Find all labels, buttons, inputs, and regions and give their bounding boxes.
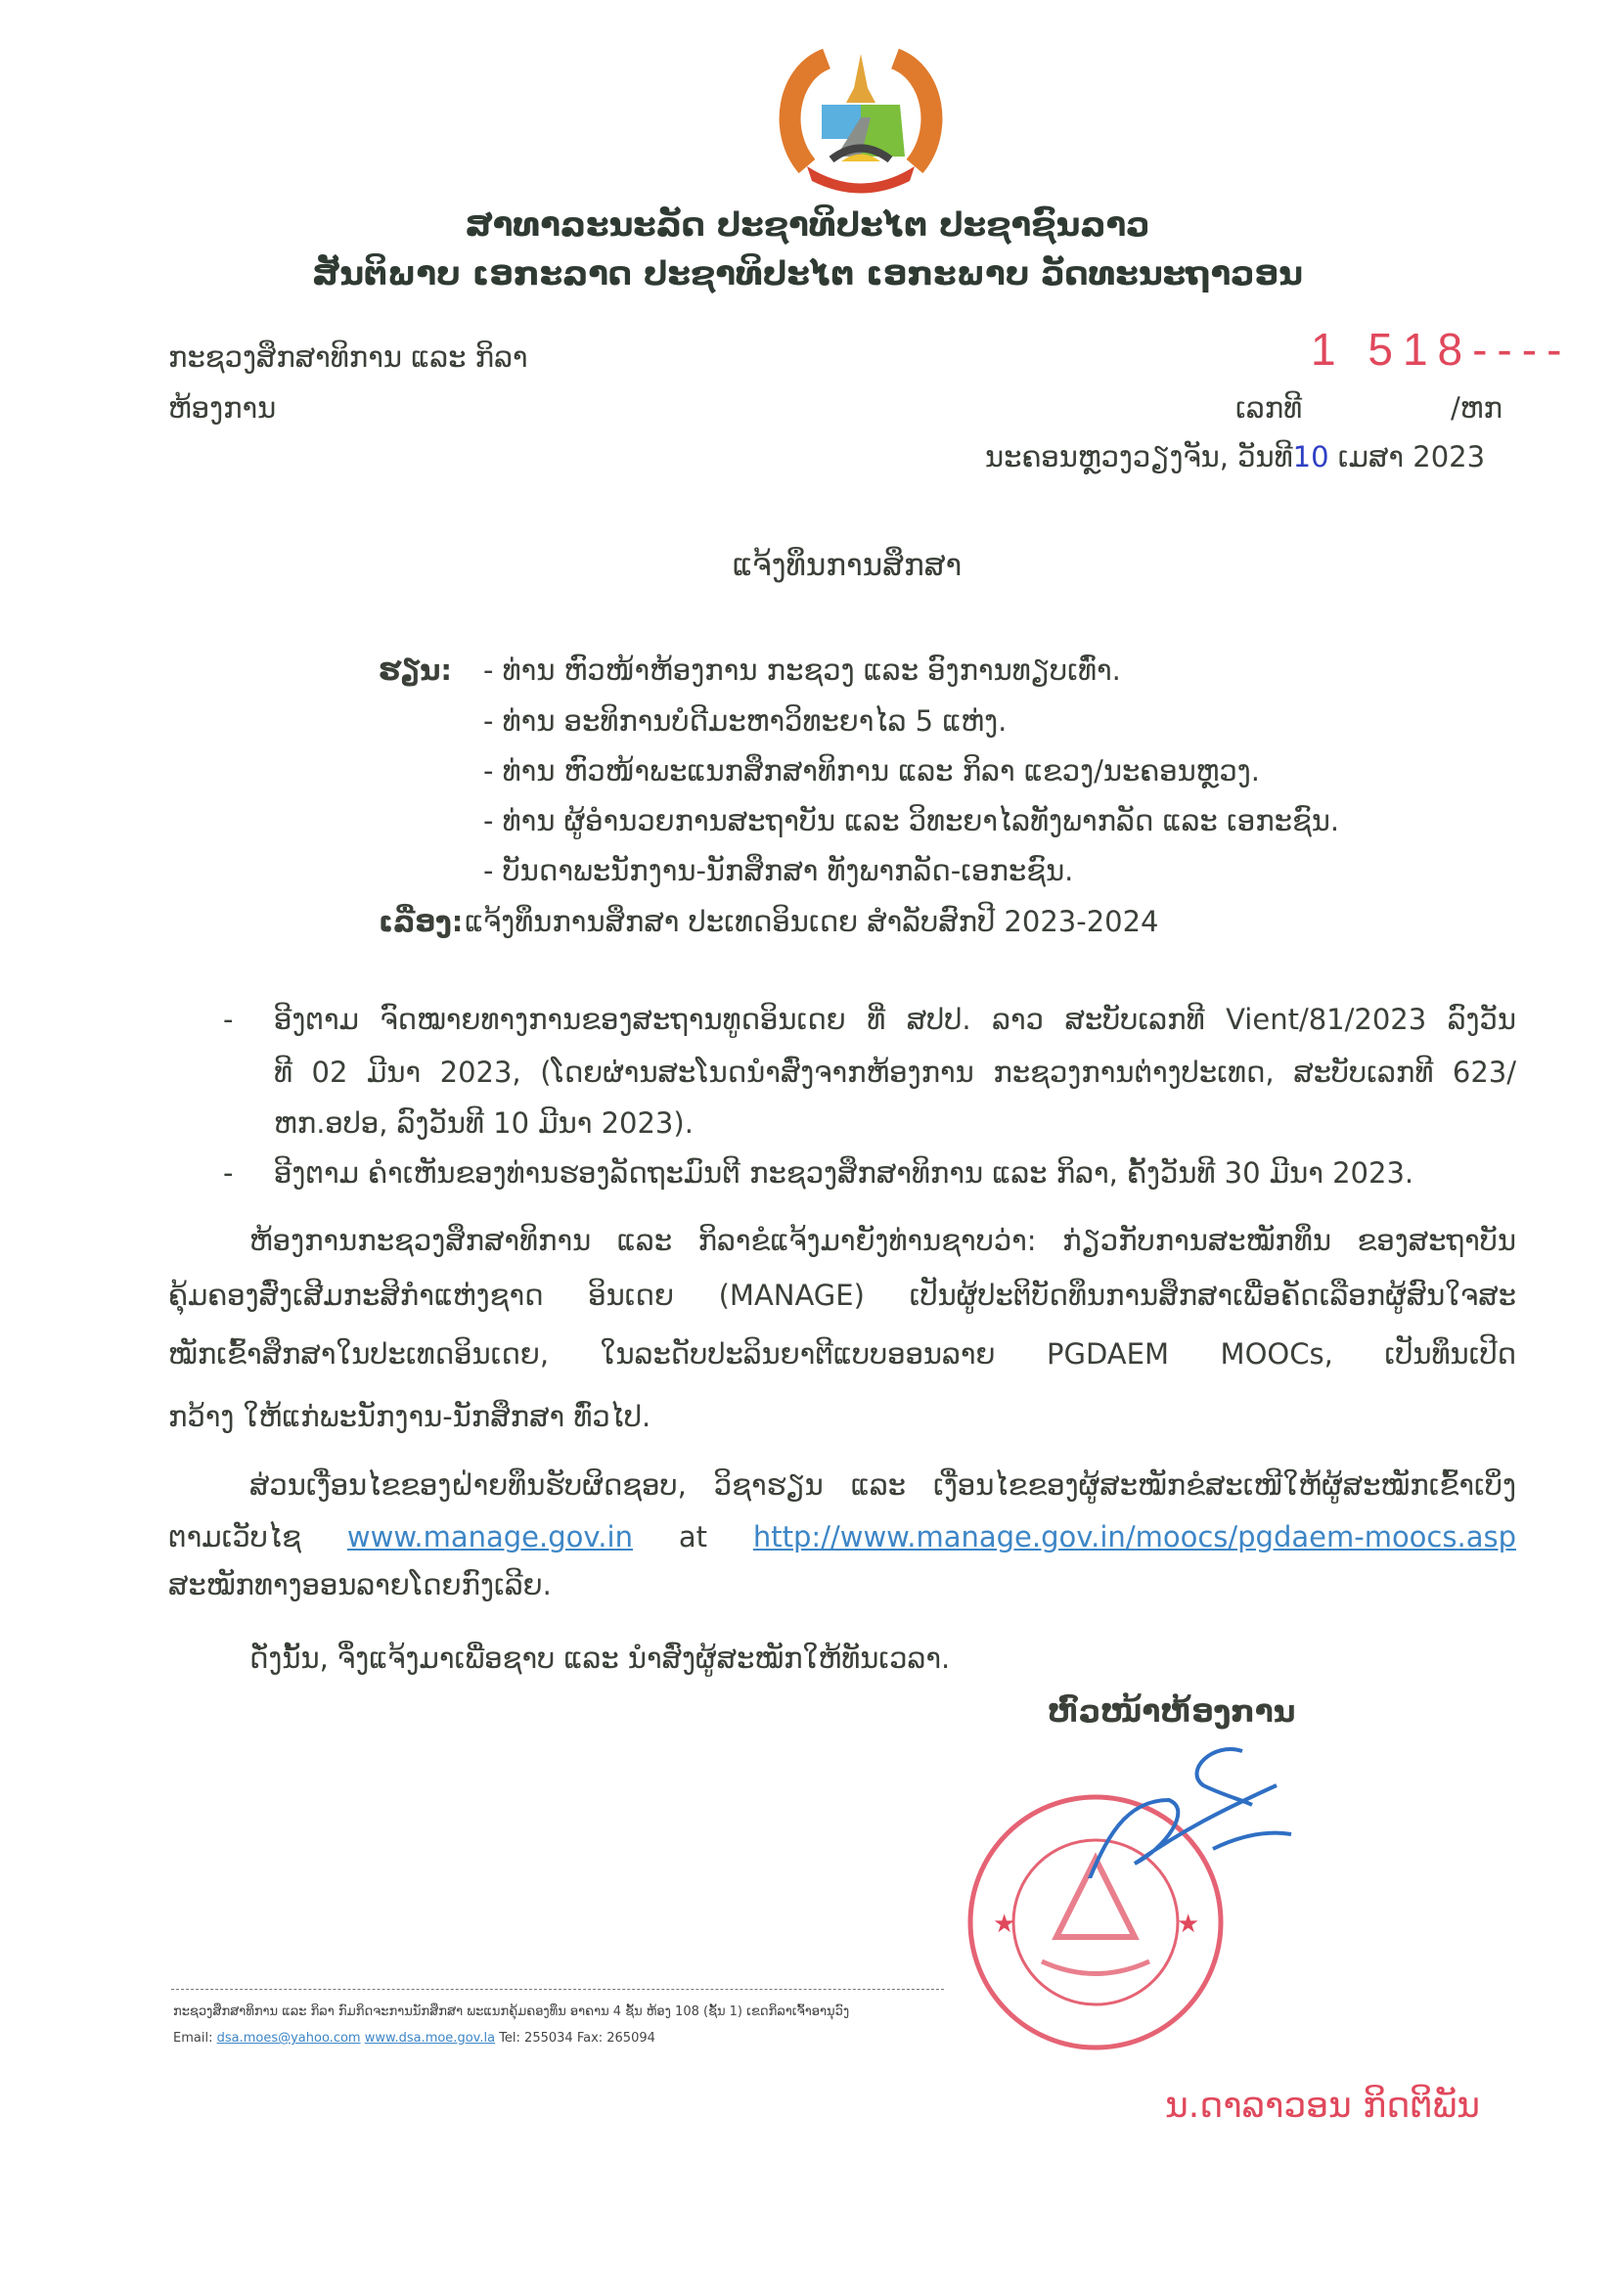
website-prefix: ຕາມເວັບໄຊ: [168, 1520, 301, 1553]
body-paragraph-line: ຫ້ອງການກະຊວງສຶກສາທິການ ແລະ ກິລາຂໍແຈ້ງມາຍັງທ່ານຊາບວ່າ: ກ່ຽວກັບການສະໝັກທຶນ ຂອງສະຖາບັນ: [249, 1224, 1516, 1257]
stamped-number: 1 518----: [1311, 324, 1572, 375]
handwritten-signature: [1066, 1741, 1301, 1878]
footer-email-link[interactable]: dsa.moes@yahoo.com: [216, 2031, 361, 2046]
ministry-name: ກະຊວງສຶກສາທິການ ແລະ ກິລາ: [168, 340, 528, 374]
svg-text:★: ★: [1177, 1910, 1200, 1939]
national-motto: ສັນຕິພາບ ເອກະລາດ ປະຊາທິປະໄຕ ເອກະພາບ ວັດທະນະຖາວອນ: [312, 254, 1303, 293]
subject-label: ເລື່ອງ:: [379, 905, 464, 938]
footer-address: ກະຊວງສຶກສາທິການ ແລະ ກິລາ ກົມກິດຈະການນັກສຶກສາ ພະແນກຄຸ້ມຄອງທຶນ ອາຄານ 4 ຊັ້ນ ຫ້ອງ 108 (ຊັ້ນ 1) ເຂດກິລາເຈົ້າອານຸວົງ: [173, 2004, 850, 2019]
subject-text: ແຈ້ງທຶນການສຶກສາ ປະເທດອິນເດຍ ສຳລັບສົກປີ 2023-2024: [465, 905, 1159, 938]
footer-contacts: [173, 2031, 655, 2046]
footer-fax: Fax: 265094: [576, 2031, 655, 2046]
footer-website-link[interactable]: www.dsa.moe.gov.la: [364, 2031, 496, 2046]
reference-line: ອີງຕາມ ຄຳເຫັນຂອງທ່ານຮອງລັດຖະມົນຕີ ກະຊວງສຶກສາທິການ ແລະ ກິລາ, ຄັ້ງວັນທີ 30 ມີນາ 2023.: [274, 1156, 1414, 1190]
number-suffix: /ຫກ: [1451, 391, 1503, 425]
recipient-item: - ທ່ານ ຜູ້ອຳນວຍການສະຖາບັນ ແລະ ວິທະຍາໄລທັງພາກລັດ ແລະ ເອກະຊົນ.: [483, 804, 1340, 837]
svg-text:★: ★: [993, 1910, 1016, 1939]
number-label: ເລກທີ: [1235, 391, 1303, 425]
signatory-role: ຫົວໜ້າຫ້ອງການ: [1048, 1694, 1296, 1730]
reference-dash: -: [223, 1003, 234, 1036]
date-suffix: ເມສາ 2023: [1337, 440, 1486, 473]
footer-divider: [171, 1989, 944, 1990]
recipient-item: - ທ່ານ ຫົວໜ້າຫ້ອງການ ກະຊວງ ແລະ ອົງການທຽບເທົ່າ.: [483, 653, 1121, 687]
body-paragraph-line: ໝັກເຂົ້າສຶກສາໃນປະເທດອິນເດຍ, ໃນລະດັບປະລິນຍາຕີແບບອອນລາຍ PGDAEM MOOCs, ເປັນທຶນເປີດ: [168, 1337, 1516, 1371]
footer-tel: Tel: 255034: [499, 2031, 573, 2046]
reference-line: ທີ 02 ມີນາ 2023, (ໂດຍຜ່ານສະໂນດນຳສົ່ງຈາກຫ້ອງການ ກະຊວງການຕ່າງປະເທດ, ສະບັບເລກທີ 623/: [274, 1056, 1516, 1089]
pgdaem-moocs-link[interactable]: http://www.manage.gov.in/moocs/pgdaem-moocs.asp: [752, 1520, 1516, 1553]
body-paragraph-line: ສ່ວນເງື່ອນໄຂຂອງຝ່າຍທຶນຮັບຜິດຊອບ, ວິຊາຮຽນ ແລະ ເງື່ອນໄຂຂອງຜູ້ສະໝັກຂໍສະເໜີໃຫ້ຜູ້ສະໝັກເຂົ້າເບິ່ງ: [249, 1468, 1516, 1502]
link-joiner: at: [678, 1520, 708, 1553]
reference-line: ຫກ.ອປອ, ລົງວັນທີ 10 ມີນາ 2023).: [274, 1106, 694, 1140]
date-day: 10: [1292, 440, 1329, 473]
recipient-item: - ທ່ານ ຫົວໜ້າພະແນກສຶກສາທິການ ແລະ ກິລາ ແຂວງ/ນະຄອນຫຼວງ.: [483, 754, 1260, 788]
date-prefix: ນະຄອນຫຼວງວຽງຈັນ, ວັນທີ: [985, 440, 1293, 473]
body-paragraph-line: ຄຸ້ມຄອງສົ່ງເສີມກະສິກຳແຫ່ງຊາດ ອິນເດຍ (MANAGE) ເປັນຜູ້ປະຕິບັດທຶນການສຶກສາເພື່ອຄັດເລືອກຜູ້ສົນໃຈສະ: [168, 1279, 1516, 1312]
document-title: ແຈ້ງທຶນການສຶກສາ: [732, 548, 963, 583]
office-name: ຫ້ອງການ: [168, 391, 277, 425]
closing-paragraph: ດັ່ງນັ້ນ, ຈຶ່ງແຈ້ງມາເພື່ອຊາບ ແລະ ນຳສົ່ງຜູ້ສະໝັກໃຫ້ທັນເວລາ.: [249, 1642, 951, 1675]
country-name: ສາທາລະນະລັດ ປະຊາທິປະໄຕ ປະຊາຊົນລາວ: [465, 205, 1150, 245]
manage-website-link[interactable]: www.manage.gov.in: [346, 1520, 633, 1553]
recipient-item: - ບັນດາພະນັກງານ-ນັກສຶກສາ ທັງພາກລັດ-ເອກະຊົນ.: [483, 854, 1074, 887]
reference-line: ອີງຕາມ ຈົດໝາຍທາງການຂອງສະຖານທູດອິນເດຍ ທີ່ ສປປ. ລາວ ສະບັບເລກທີ Vient/81/2023 ລົງວັນ: [274, 1003, 1516, 1036]
signatory-name: ນ.ດາລາວອນ ກິດຕິພັນ: [1165, 2086, 1480, 2126]
email-label: Email:: [173, 2031, 213, 2046]
date-line: [985, 440, 1485, 473]
body-paragraph-line: ກວ້າງ ໃຫ້ແກ່ພະນັກງານ-ນັກສຶກສາ ທົ່ວໄປ.: [168, 1400, 651, 1433]
recipient-item: - ທ່ານ ອະທິການບໍດີມະຫາວິທະຍາໄລ 5 ແຫ່ງ.: [483, 704, 1008, 738]
national-emblem: [778, 44, 944, 201]
body-paragraph-line: ສະໝັກທາງອອນລາຍໂດຍກົງເລີຍ.: [168, 1568, 552, 1601]
reference-dash: -: [223, 1156, 234, 1190]
recipients-label: ຮຽນ:: [379, 653, 452, 687]
website-line: [168, 1520, 1516, 1553]
